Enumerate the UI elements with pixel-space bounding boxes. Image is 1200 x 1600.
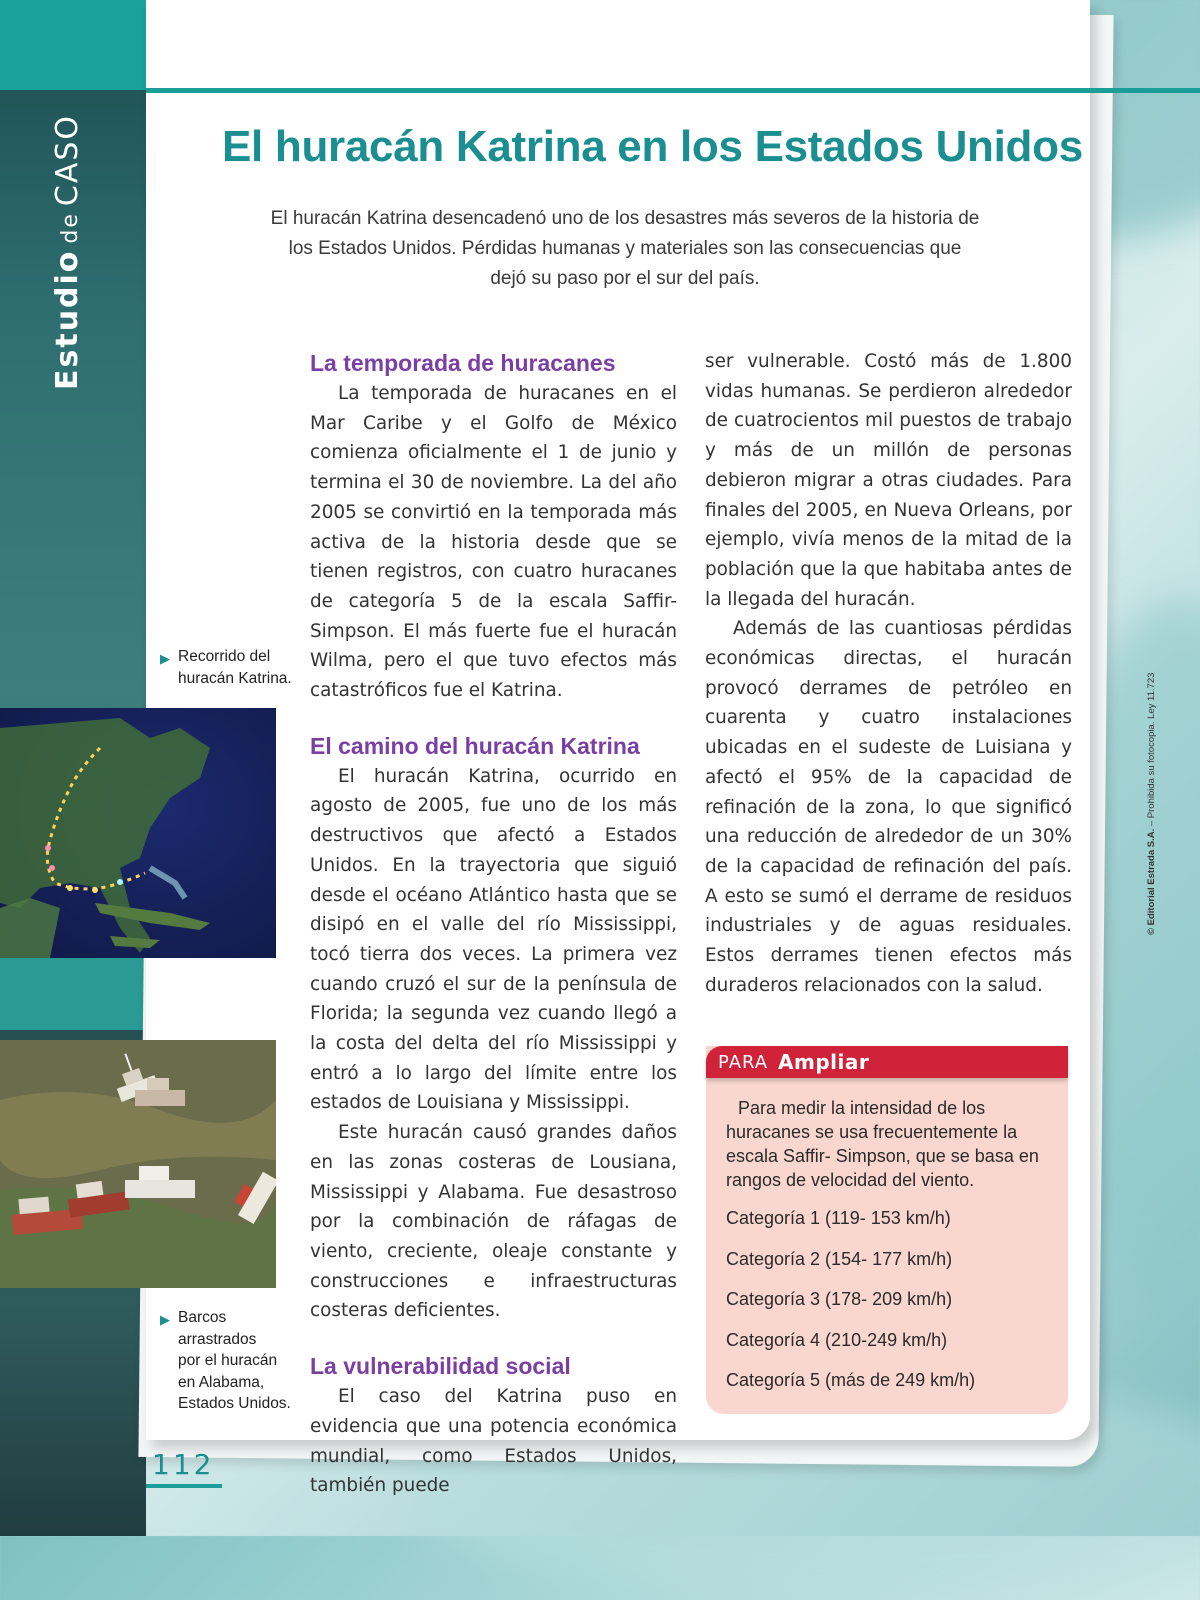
paragraph-camino-2: Este huracán causó grandes daños en las zonas costeras de Lousiana, Mississippi y Alabama. Fue desastroso por la combinación de ráfagas de viento, creciente, oleaje constante y construcciones e infraestructuras costeras deficientes. <box>310 1122 677 1322</box>
category-item: Categoría 1 (119- 153 km/h) <box>726 1208 951 1228</box>
caption-line: Estados Unidos. <box>178 1395 291 1412</box>
ampliar-tag: PARA <box>718 1052 769 1073</box>
copyright-owner: © Editorial Estrada S.A. <box>1146 828 1157 935</box>
paragraph-temporada: La temporada de huracanes en el Mar Caribe y el Golfo de México comienza oficialmente el 1 de junio y termina el 30 de noviembre. La del año 2005 se convirtió en la temporada más activa de la historia desde que se tienen registros, con cuatro huracanes de categoría 5 de la escala Saffir-Simpson. El más fuerte fue el huracán Wilma, pero el que tuvo efectos más catastróficos fue el Katrina. <box>310 383 677 702</box>
paragraph-vulnerabilidad-1a: El caso del Katrina puso en evidencia que una potencia económica mundial, como Estados Unidos, también puede <box>310 1386 677 1497</box>
caption-ships <box>160 1307 291 1415</box>
side-band-top-accent <box>0 0 146 90</box>
caption-line: arrastrados <box>178 1330 257 1348</box>
section-label-rest: CASO <box>50 113 85 207</box>
ampliar-body <box>726 1096 1042 1409</box>
column-right <box>705 347 1072 1000</box>
ampliar-header <box>706 1046 1068 1078</box>
top-rule <box>146 88 1200 93</box>
ampliar-intro: Para medir la intensidad de los huracanes se usa frecuentemente la escala Saffir- Simpson, que se basa en rangos de velocidad del viento. <box>726 1098 1039 1190</box>
caption-map <box>160 646 292 689</box>
side-band-mid-accent <box>0 950 146 1030</box>
section-label-strong: Estudio <box>50 249 85 390</box>
copyright-notice <box>1146 673 1157 935</box>
map-illustration <box>0 708 276 958</box>
caption-bullet-icon: ▶ <box>160 1312 170 1327</box>
caption-bullet-icon: ▶ <box>160 651 170 666</box>
caption-line: en Alabama, <box>178 1373 265 1391</box>
column-left <box>310 347 677 1501</box>
paragraph-vulnerabilidad-2: Además de las cuantiosas pérdidas económicas directas, el huracán provocó derrames de petróleo en cuarenta y cuatro instalaciones ubicadas en el sudeste de Luisiana y afectó el 95% de la capacidad de refinación de la zona, lo que significó una reducción de alrededor de un 30% de la capacidad de refinación del país. A esto se sumó el derrame de residuos industriales y de aguas residuales. Estos derrames tienen efectos más duraderos relacionados con la salud. <box>705 618 1072 996</box>
heading-vulnerabilidad: La vulnerabilidad social <box>310 1353 571 1380</box>
heading-camino: El camino del huracán Katrina <box>310 732 640 759</box>
category-item: Categoría 5 (más de 249 km/h) <box>726 1370 976 1390</box>
category-item: Categoría 4 (210-249 km/h) <box>726 1329 948 1350</box>
ampliar-title: Ampliar <box>778 1050 870 1074</box>
paragraph-vulnerabilidad-1b: ser vulnerable. Costó más de 1.800 vidas humanas. Se perdieron alrededor de cuatrocientos mil puestos de trabajo y más de un millón de personas debieron migrar a otras ciudades. Para finales del 2005, en Nueva Orleans, por ejemplo, vivía menos de la mitad de la población que la que habitaba antes de la llegada del huracán. <box>705 351 1072 610</box>
page-number: 112 <box>152 1448 215 1481</box>
section-label-de: de <box>58 212 83 244</box>
section-label <box>50 114 85 390</box>
caption-line: Barcos <box>178 1309 227 1326</box>
category-item: Categoría 3 (178- 209 km/h) <box>726 1289 953 1309</box>
hurricane-track-map <box>0 708 278 958</box>
lede: El huracán Katrina desencadenó uno de los desastres más severos de la historia de los Estados Unidos. Pérdidas humanas y materiales son las consecuencias que dejó su paso por el sur del país. <box>270 208 980 289</box>
copyright-rest: – Prohibida su fotocopia. Ley 11.723 <box>1146 672 1157 829</box>
caption-line: huracán Katrina. <box>178 669 292 687</box>
category-item: Categoría 2 (154- 177 km/h) <box>726 1248 953 1269</box>
page-title: El huracán Katrina en los Estados Unidos <box>222 122 1083 171</box>
stranded-ships-photo <box>0 1040 276 1288</box>
caption-line: Recorrido del <box>178 648 271 665</box>
ships-illustration <box>0 1040 276 1288</box>
page-number-rule <box>146 1484 222 1488</box>
heading-temporada: La temporada de huracanes <box>310 350 616 376</box>
caption-line: por el huracán <box>178 1352 278 1369</box>
paragraph-camino-1: El huracán Katrina, ocurrido en agosto de 2005, fue uno de los más destructivos que afectó a Estados Unidos. En la trayectoria que siguió desde el océano Atlántico hasta que se disipó en el valle del río Mississippi, tocó tierra dos veces. La primera vez cuando cruzó el sur de la península de Florida; la segunda vez cuando llegó a la costa del delta del río Mississippi y entró a lo largo del límite entre los estados de Louisiana y Mississippi. <box>310 765 677 1114</box>
